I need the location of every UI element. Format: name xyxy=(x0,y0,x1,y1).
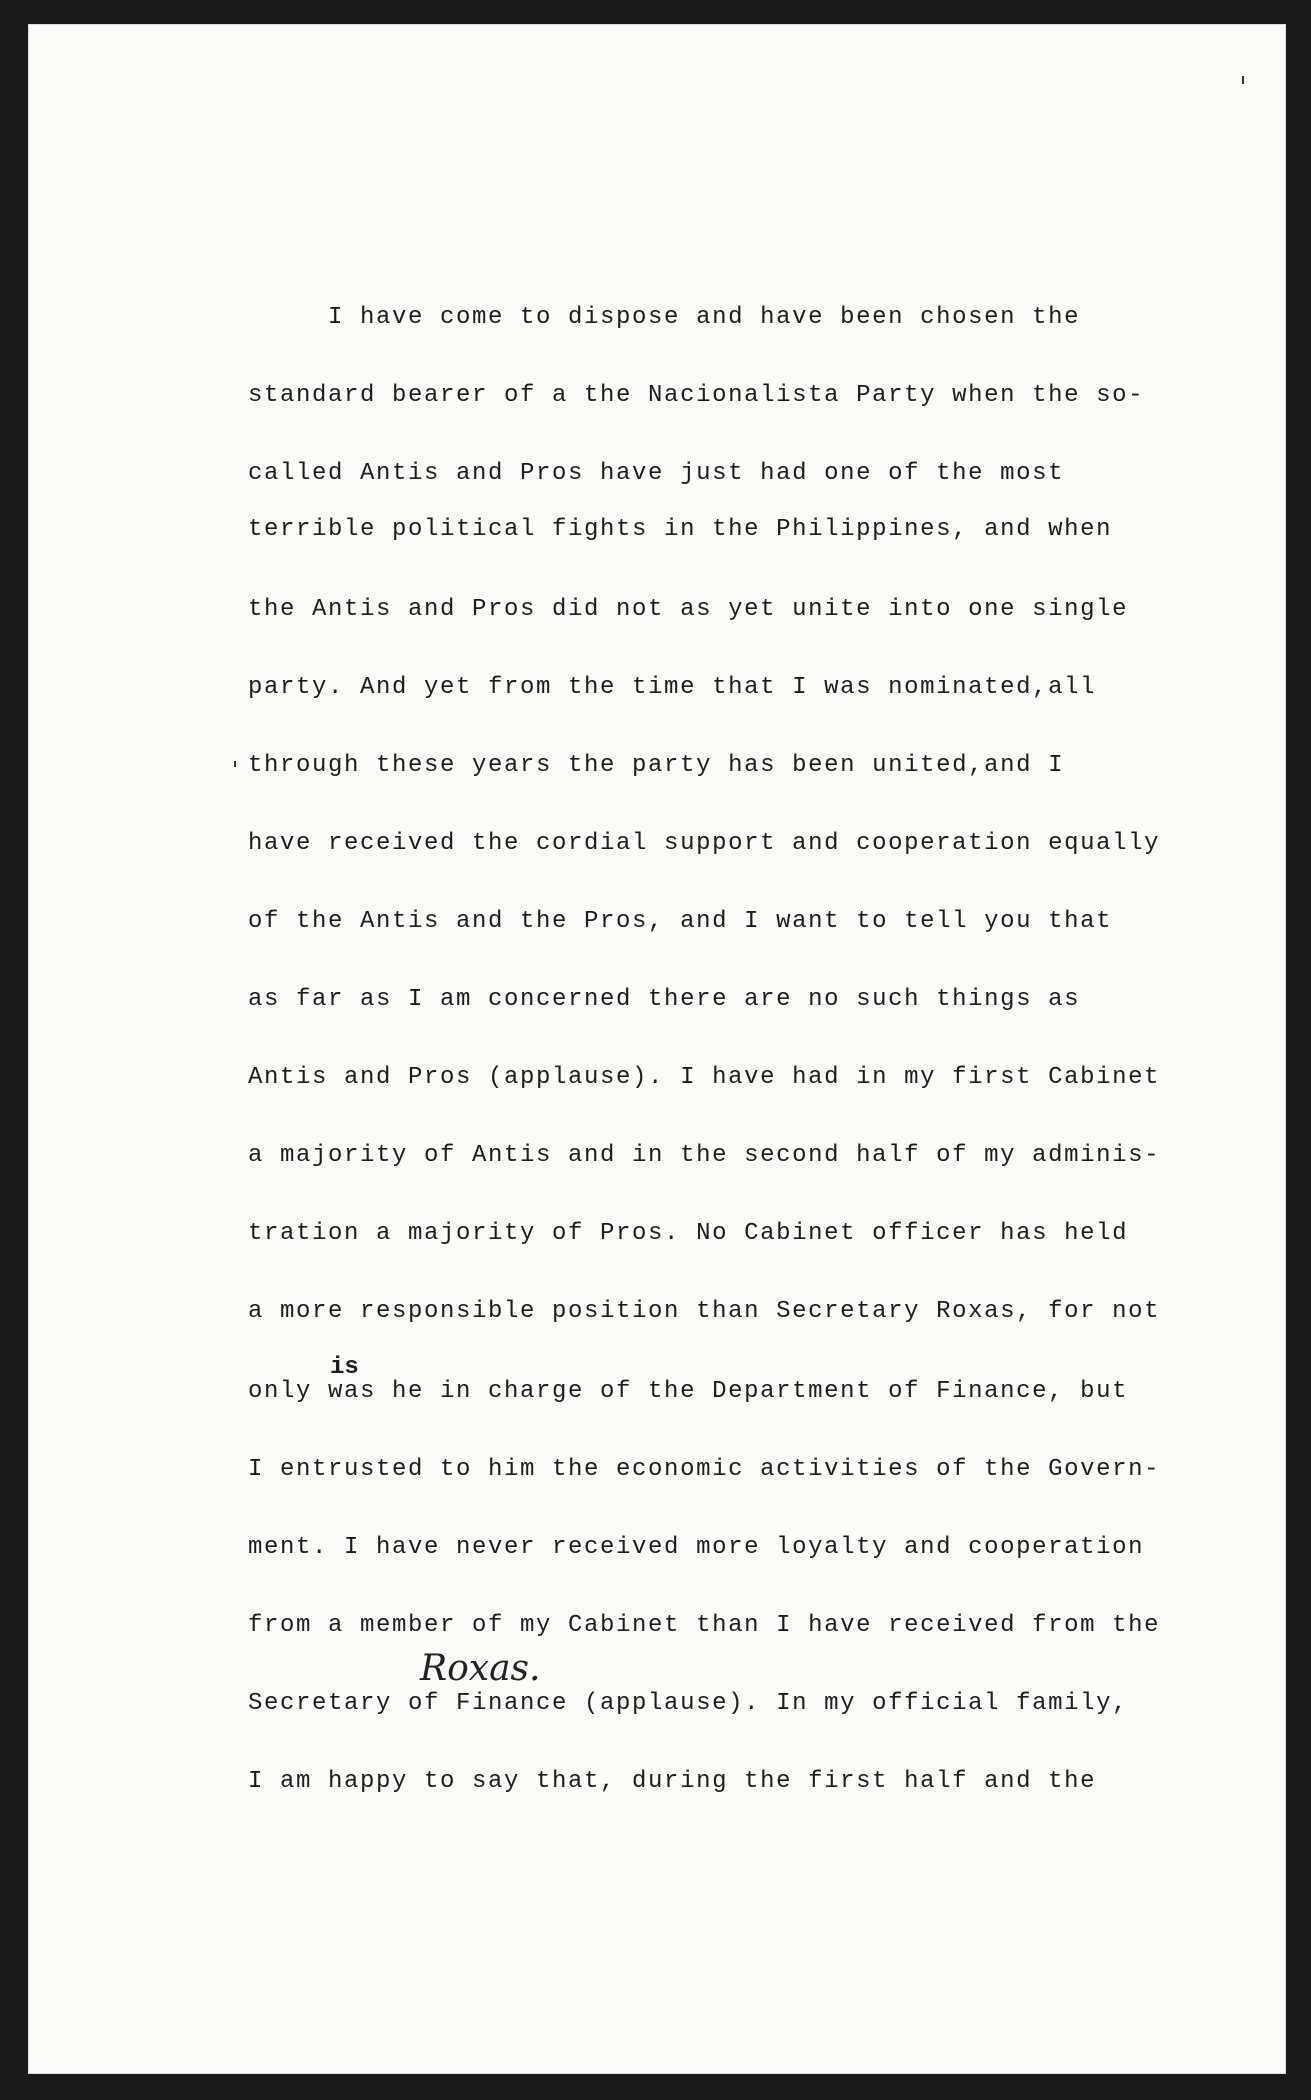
text-line: I entrusted to him the economic activities of the Govern- xyxy=(248,1456,1161,1483)
text-line: called Antis and Pros have just had one of the most xyxy=(248,460,1065,487)
typed-insertion: is xyxy=(330,1354,359,1381)
text-line: ment. I have never received more loyalty and cooperation xyxy=(248,1534,1145,1561)
text-line: I am happy to say that, during the first half and the xyxy=(248,1768,1097,1795)
text-line: of the Antis and the Pros, and I want to tell you that xyxy=(248,908,1113,935)
text-line: from a member of my Cabinet than I have received from the xyxy=(248,1612,1161,1639)
text-line: the Antis and Pros did not as yet unite into one single xyxy=(248,596,1129,623)
text-line: have received the cordial support and cooperation equally xyxy=(248,830,1161,857)
text-line: a majority of Antis and in the second half of my adminis- xyxy=(248,1142,1161,1169)
margin-mark xyxy=(234,761,236,767)
text-line: Secretary of Finance (applause). In my official family, xyxy=(248,1690,1129,1717)
text-line: party. And yet from the time that I was nominated,all xyxy=(248,674,1097,701)
text-line: tration a majority of Pros. No Cabinet officer has held xyxy=(248,1220,1129,1247)
text-line: only was he in charge of the Department of Finance, but xyxy=(248,1378,1129,1405)
text-line: through these years the party has been united,and I xyxy=(248,752,1065,779)
text-line: I have come to dispose and have been chosen the xyxy=(248,304,1081,331)
text-line: as far as I am concerned there are no such things as xyxy=(248,986,1081,1013)
text-line: Antis and Pros (applause). I have had in my first Cabinet xyxy=(248,1064,1161,1091)
text-line: a more responsible position than Secretary Roxas, for not xyxy=(248,1298,1161,1325)
margin-mark xyxy=(1242,76,1244,84)
document-page xyxy=(28,24,1286,2074)
handwritten-correction: Roxas. xyxy=(420,1648,541,1689)
text-line: standard bearer of a the Nacionalista Party when the so- xyxy=(248,382,1145,409)
text-line: terrible political fights in the Philippines, and when xyxy=(248,516,1113,543)
